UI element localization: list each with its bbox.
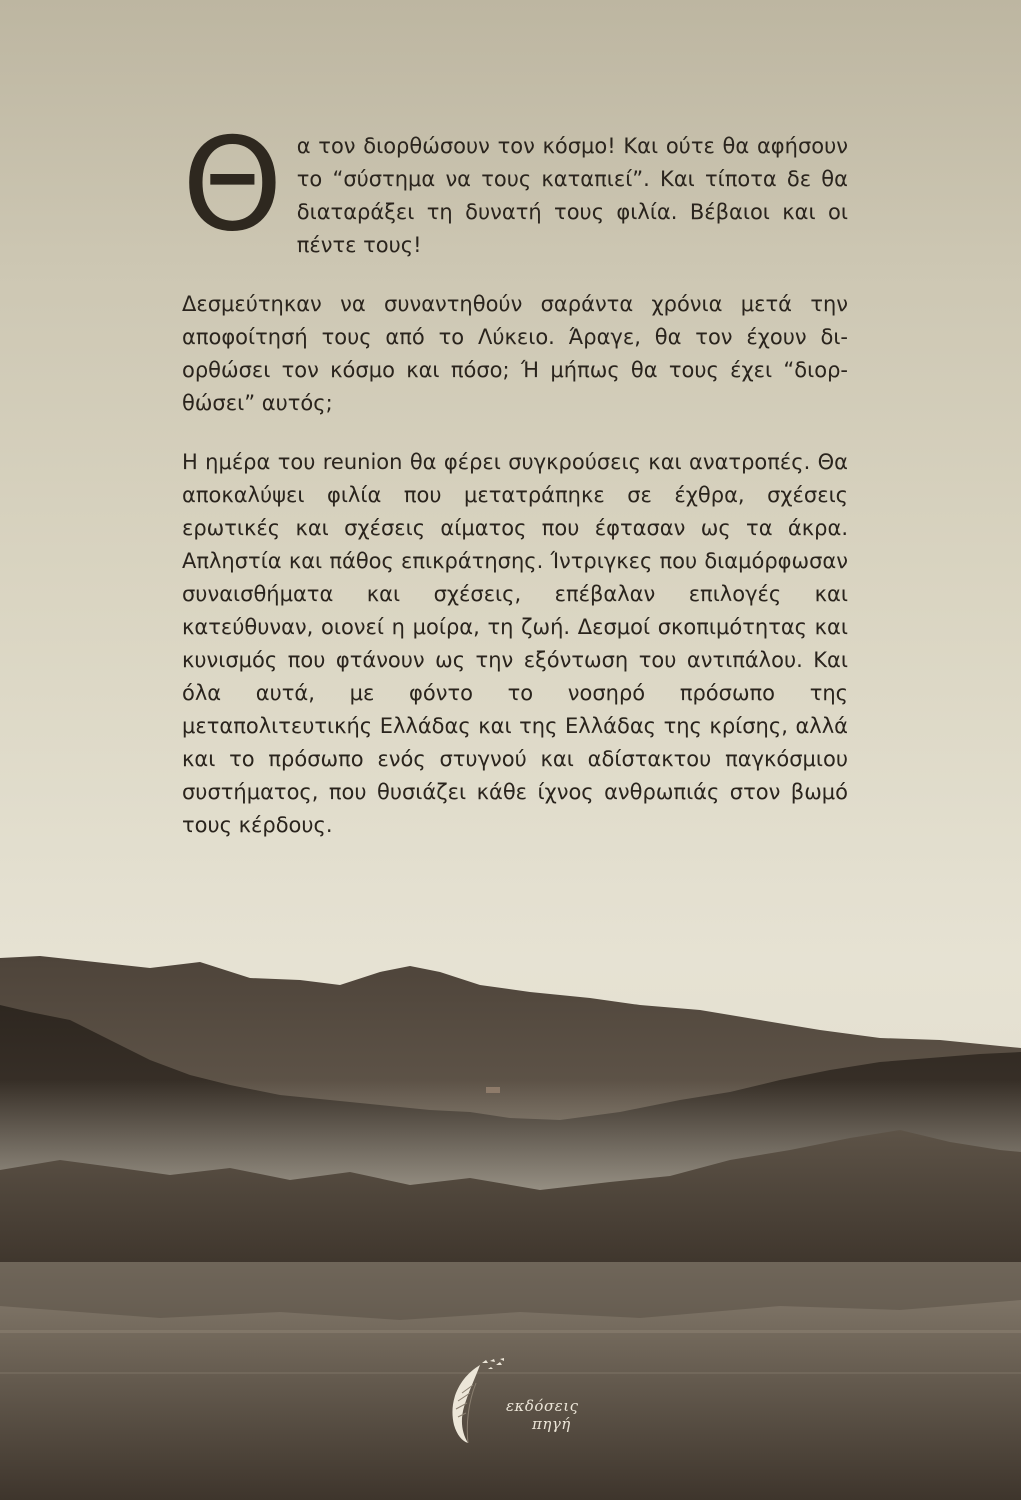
distant-house [486,1087,500,1093]
water-shimmer [0,1330,1021,1333]
blurb-paragraph-1-text: α τον διορθώσουν τον κόσμο! Και ούτε θα αφήσουν το “σύστημα να τους καταπιεί”. Και τίποτα δε θα διαταράξει τη δυνατή τους φιλία. Βέβαιοι και οι πέντε τους! [296,134,848,257]
feather-with-birds-icon [440,1355,510,1445]
publisher-name-line2: πηγή [532,1415,571,1433]
publisher-logo [440,1355,620,1445]
blurb-paragraph-3: Η ημέρα του reunion θα φέρει συγκρούσεις και ανατροπές. Θα αποκαλύψει φιλία που μετατράπηκε σε έχθρα, σχέσεις ερωτικές και σχέσεις αίματος που έφτασαν ως τα άκρα. Απληστία και πάθος επικράτησης. Ίντριγκες που διαμόρφωσαν συναισθήματα και σχέσεις, επέβαλαν επιλογές και κατεύθυναν, οιονεί η μοίρα, τη ζωή. Δεσμοί σκοπιμότητας και κυνισμός που φτάνουν ως την εξόντωση του αντιπάλου. Και όλα αυτά, με φόντο το νοσηρό πρόσωπο της μεταπολιτευτικής Ελλάδας και της Ελλάδας της κρίσης, αλλά και το πρόσωπο ενός στυγνού και αδίστακτου παγκόσμιου συστήματος, που θυσιάζει κάθε ίχνος ανθρωπιάς στον βωμό τους κέρδους. [182,450,848,837]
publisher-name-line1: εκδόσεις [506,1397,579,1415]
back-cover-blurb [182,111,848,868]
drop-cap: Θ [182,111,283,260]
blurb-paragraph-1 [182,111,848,262]
blurb-paragraph-2: Δεσμεύτηκαν να συναντηθούν σαράντα χρόνια μετά την αποφοίτησή τους από το Λύκειο. Άραγε, θα τον έχουν διορθώσει τον κόσμο και πόσο; Ή μήπως θα τους έχει “διορθώσει” αυτός; [182,292,848,415]
